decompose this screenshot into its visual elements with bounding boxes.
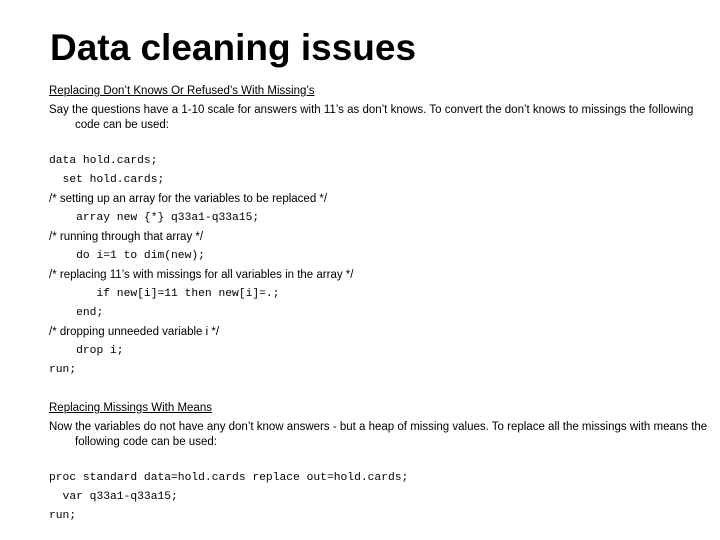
section1-paragraph: Say the questions have a 1-10 scale for answers with 11’s as don’t knows. To convert the don’t knows to missings the following code can be used: (49, 104, 694, 131)
code-line: var q33a1-q33a15; (49, 491, 178, 503)
code-line: if new[i]=11 then new[i]=.; (49, 288, 280, 300)
code-line: do i=1 to dim(new); (49, 250, 205, 262)
section2-heading: Replacing Missings With Means (49, 402, 212, 414)
spacer (49, 450, 709, 469)
code-line: drop i; (49, 345, 124, 357)
code-comment: /* dropping unneeded variable i */ (49, 326, 220, 338)
page-title: Data cleaning issues (50, 27, 417, 68)
code-line: array new {*} q33a1-q33a15; (49, 212, 260, 224)
section1-code-block (49, 152, 709, 380)
code-comment: /* replacing 11’s with missings for all variables in the array */ (49, 269, 354, 281)
code-line: run; (49, 510, 77, 522)
code-line: set hold.cards; (49, 174, 165, 186)
code-line: proc standard data=hold.cards replace out=hold.cards; (49, 472, 409, 484)
code-line: data hold.cards; (49, 155, 158, 167)
spacer (49, 380, 709, 399)
code-line: run; (49, 364, 77, 376)
slide-content (49, 82, 709, 526)
section1-heading: Replacing Don’t Knows Or Refused’s With Missing’s (49, 85, 315, 97)
code-comment: /* running through that array */ (49, 231, 204, 243)
section2-paragraph: Now the variables do not have any don’t know answers - but a heap of missing values. To replace all the missings with means the following code can be used: (49, 421, 708, 448)
code-line: end; (49, 307, 104, 319)
code-comment: /* setting up an array for the variables to be replaced */ (49, 193, 328, 205)
spacer (49, 133, 709, 152)
section2-code-block (49, 469, 709, 526)
